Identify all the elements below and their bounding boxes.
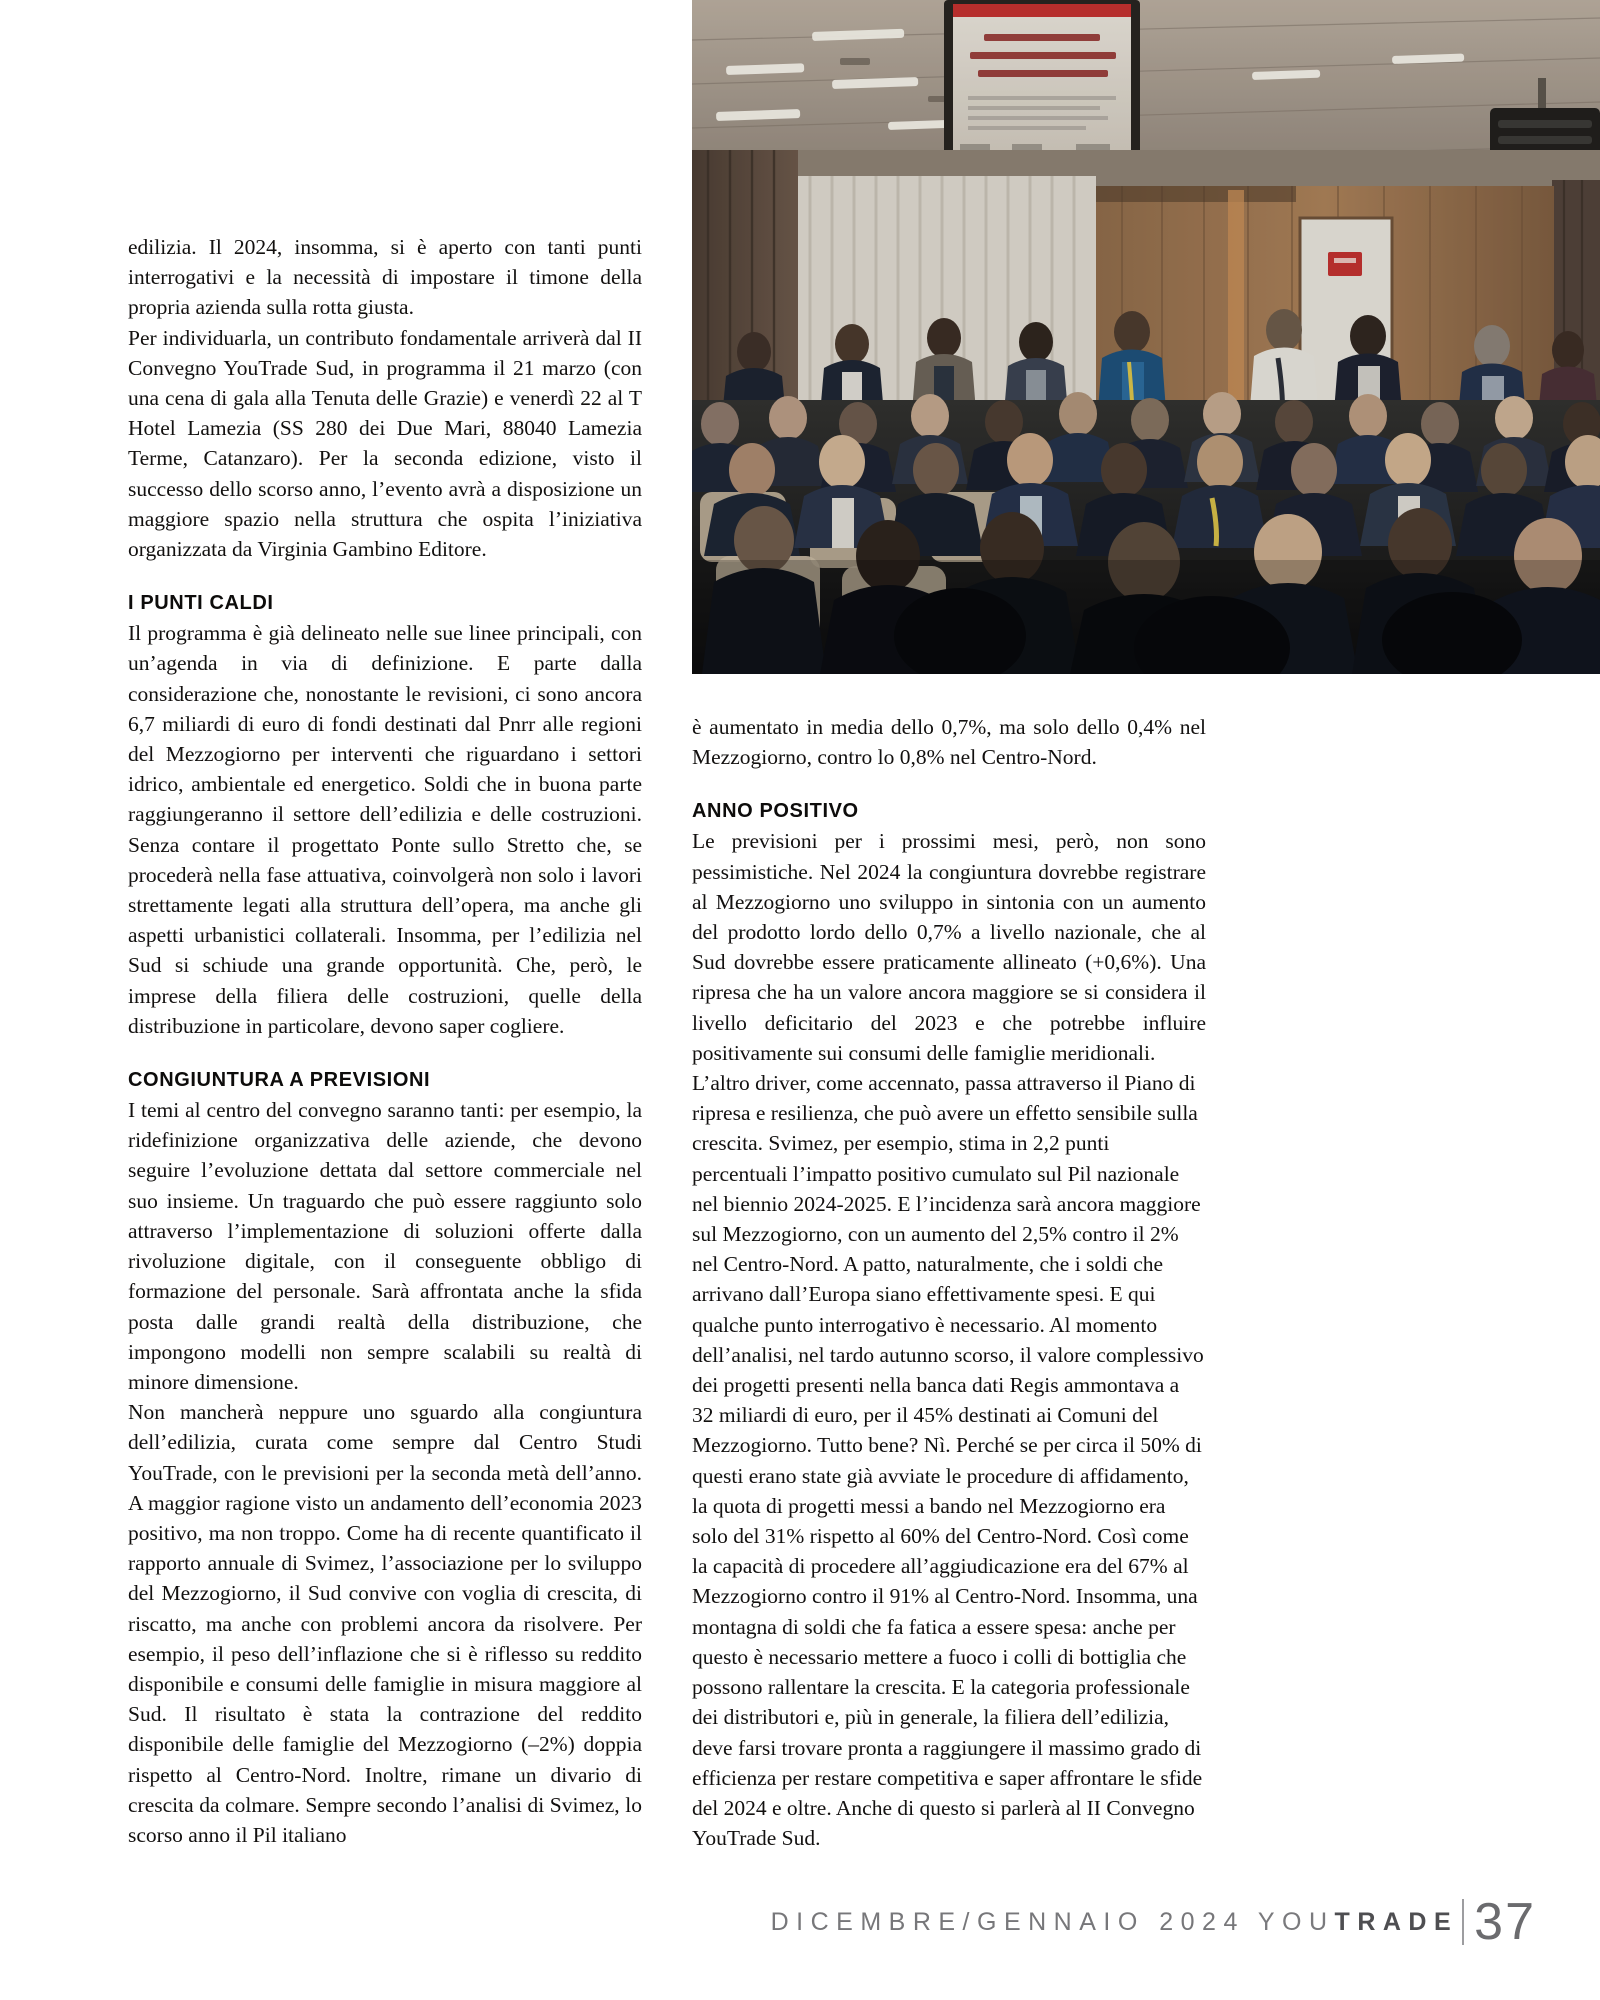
paragraph: è aumentato in media dello 0,7%, ma solo dello 0,4% nel Mezzogiorno, contro lo 0,8% nel Centro-Nord. [692, 715, 1206, 770]
paragraph: L’altro driver, come accennato, passa attraverso il Piano di ripresa e resilienza, che può avere un effetto sensibile sulla crescita. Svimez, per esempio, stima in 2,2 punti percentuali l’impatto positivo cumulato sul Pil nazionale nel biennio 2024-2025. E l’incidenza sarà ancora maggiore sul Mezzogiorno, con un aumento del 2,5% contro il 2% nel Centro-Nord. A patto, naturalmente, che i soldi che arrivano dall’Europa siano effettivamente spesi. E qui qualche punto interrogativo è necessario. Al momento dell’analisi, nel tardo autunno scorso, il valore complessivo dei progetti presenti nella banca dati Regis ammontava a 32 miliardi di euro, per il 45% destinati ai Comuni del Mezzogiorno. Tutto bene? Nì. Perché se per circa il 50% di questi erano state già avviate le procedure di affidamento, la quota di progetti messi a bando nel Mezzogiorno era solo del 31% rispetto al 60% del Centro-Nord. Così come la capacità di procedere all’aggiudicazione era del 67% al Mezzogiorno contro il 91% al Centro-Nord. Insomma, una montagna di soldi che fa fatica a essere spesa: anche per questo è necessario mettere a fuoco i colli di bottiglia che possono rallentare la crescita. E la categoria professionale dei distributori e, più in generale, la filiera dell’edilizia, deve farsi trovare pronta a raggiungere il massimo grado di efficienza per restare competitiva e saper affrontare le sfide del 2024 e oltre. Anche di questo si parlerà al II Convegno YouTrade Sud. [692, 1071, 1204, 1851]
section-heading-congiuntura: CONGIUNTURA A PREVISIONI [128, 1069, 431, 1092]
section-heading-punti-caldi: I PUNTI CALDI [128, 592, 274, 615]
right-text-column [692, 712, 1206, 1853]
left-text-column [128, 232, 642, 1850]
paragraph: Non mancherà neppure uno sguardo alla congiuntura dell’edilizia, curata come sempre dal Centro Studi YouTrade, con le previsioni per la seconda metà dell’anno. A maggior ragione visto un andamento dell’economia 2023 positivo, ma non troppo. Come ha di recente quantificato il rapporto annuale di Svimez, l’associazione per lo sviluppo del Mezzogiorno, il Sud convive con voglia di crescita, di riscatto, ma anche con problemi ancora da risolvere. Per esempio, il peso dell’inflazione che si è riflesso su reddito disponibile e consumi delle famiglie in misura maggiore al Sud. Il risultato è stata la contrazione del reddito disponibile delle famiglie del Mezzogiorno (–2%) doppia rispetto al Centro-Nord. Inoltre, rimane un divario di crescita da colmare. Sempre secondo l’analisi di Svimez, lo scorso anno il Pil italiano [128, 1400, 642, 1847]
photo-illustration [692, 0, 1600, 674]
paragraph: edilizia. Il 2024, insomma, si è aperto con tanti punti interrogativi e la necessità di impostare il timone della propria azienda sulla rotta giusta. [128, 235, 642, 320]
paragraph: Le previsioni per i prossimi mesi, però, non sono pessimistiche. Nel 2024 la congiuntura dovrebbe registrare al Mezzogiorno uno sviluppo in sintonia con un aumento del prodotto lordo dello 0,7% a livello nazionale, che al Sud dovrebbe essere praticamente allineato (+0,6%). Una ripresa che ha un valore ancora maggiore se si considera il livello deficitario del 2023 e che potrebbe influire positivamente sui consumi delle famiglie meridionali. [692, 829, 1206, 1065]
brand-you-text: YOU [1257, 1907, 1335, 1936]
footer-brand-logo [1258, 1908, 1458, 1937]
page-footer [0, 1893, 1536, 1951]
paragraph: Per individuarla, un contributo fondamentale arriverà dal II Convegno YouTrade Sud, in programma il 21 marzo (con una cena di gala alla Tenuta delle Grazie) e venerdì 22 al T Hotel Lamezia (SS 280 dei Due Mari, 88040 Lamezia Terme, Catanzaro). Per la seconda edizione, visto il successo dello scorso anno, l’evento avrà a disposizione un maggiore spazio nella struttura che ospita l’iniziativa organizzata da Virginia Gambino Editore. [128, 325, 642, 562]
conference-hall-photo [692, 0, 1600, 674]
footer-divider-rule [1462, 1899, 1464, 1945]
paragraph: I temi al centro del convegno saranno tanti: per esempio, la ridefinizione organizzativa delle aziende, che devono seguire l’evoluzione dettata dal settore commerciale nel suo insieme. Un traguardo che può essere raggiunto solo attraverso l’implementazione di soluzioni offerte dalla rivoluzione digitale, con il conseguente obbligo di formazione del personale. Sarà affrontata anche la sfida posta dalle grandi realtà della distribuzione, che impongono modelli non sempre scalabili su realtà di minore dimensione. [128, 1098, 642, 1394]
section-heading-anno-positivo: ANNO POSITIVO [692, 800, 859, 823]
footer-issue-date: DICEMBRE/GENNAIO 2024 [770, 1907, 1245, 1936]
brand-trade-text: TRADE [1334, 1907, 1459, 1936]
page-number: 37 [1474, 1893, 1536, 1951]
paragraph: Il programma è già delineato nelle sue linee principali, con un’agenda in via di definizione. E parte dalla considerazione che, nonostante le revisioni, ci sono ancora 6,7 miliardi di euro di fondi destinati dal Pnrr alle regioni del Mezzogiorno per interventi che riguardano i settori idrico, ambientale ed energetico. Soldi che in buona parte raggiungeranno il settore dell’edilizia e delle costruzioni. Senza contare il progettato Ponte sullo Stretto che, se procederà nella fase attuativa, coinvolgerà non solo i lavori strettamente legati alla struttura dell’opera, ma anche gli aspetti urbanistici collaterali. Insomma, per l’edilizia nel Sud si schiude una grande opportunità. Che, però, le imprese della filiera delle costruzioni, quelle della distribuzione in particolare, devono saper cogliere. [128, 621, 642, 1038]
